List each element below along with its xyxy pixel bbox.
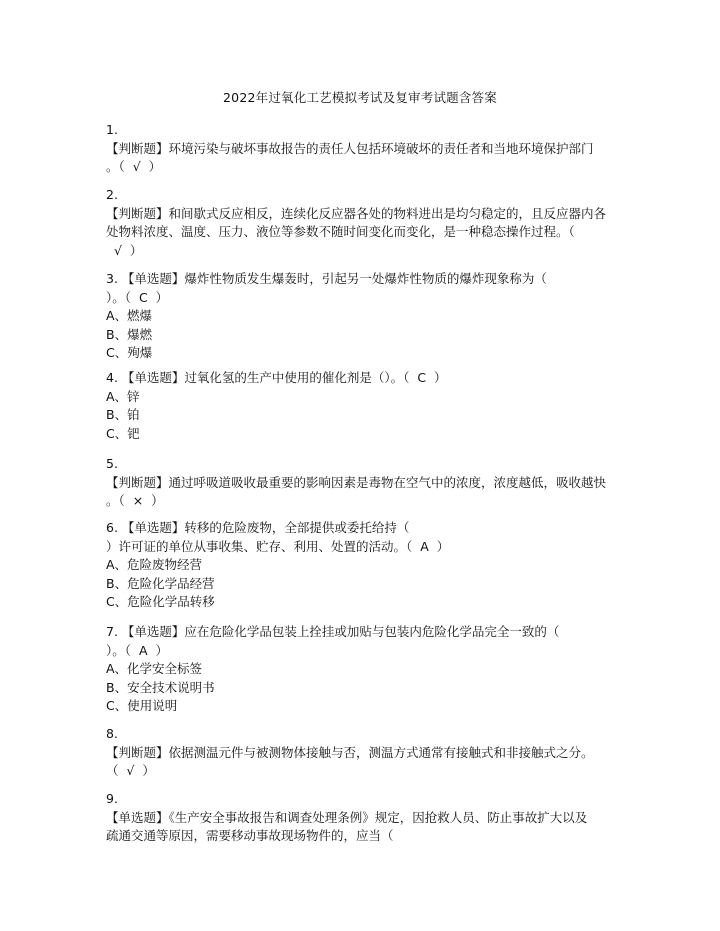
question-text: 7. 【单选题】应在危险化学品包装上拴挂或加贴与包装内危险化学品完全一致的（	[106, 624, 560, 639]
question-answer: 。（ × ）	[106, 493, 164, 508]
option-b: B、危险化学品经营	[106, 575, 215, 591]
question-number: 9.	[106, 791, 118, 806]
option-c: C、钯	[106, 425, 140, 441]
question-1	[106, 121, 616, 177]
question-text: 【判断题】环境污染与破坏事故报告的责任人包括环境破坏的责任者和当地环境保护部门	[106, 140, 594, 156]
option-c: C、危险化学品转移	[106, 594, 215, 609]
question-answer: ）许可证的单位从事收集、贮存、利用、处置的活动。（ A ）	[106, 538, 450, 554]
question-text: 3. 【单选题】爆炸性物质发生爆轰时，引起另一处爆炸性物质的爆炸现象称为（	[106, 271, 547, 286]
option-c: C、殉爆	[106, 345, 153, 360]
question-text: 【判断题】和间歇式反应相反，连续化反应器各处的物料进出是均匀稳定的，且反应器内各	[106, 205, 607, 221]
question-6	[106, 519, 616, 612]
question-text: 6. 【单选题】转移的危险废物，全部提供或委托给持（	[106, 520, 410, 535]
question-number: 8.	[106, 726, 118, 741]
question-answer: 。（ √ ）	[106, 159, 162, 174]
question-answer: √ ）	[106, 242, 143, 258]
option-b: B、爆燃	[106, 326, 153, 342]
question-8	[106, 725, 616, 781]
option-c: C、使用说明	[106, 698, 178, 713]
question-2	[106, 186, 616, 260]
question-text: 【判断题】依据测温元件与被测物体接触与否，测温方式通常有接触式和非接触式之分。	[106, 744, 594, 760]
question-answer: ）。（ C ）	[106, 289, 169, 305]
question-text: 4. 【单选题】过氧化氢的生产中使用的催化剂是（）。（ C ）	[106, 370, 447, 385]
question-4	[106, 369, 616, 443]
option-a: A、锌	[106, 388, 140, 404]
question-7	[106, 623, 616, 716]
question-text: 处物料浓度、温度、压力、液位等参数不随时间变化而变化，是一种稳态操作过程。（	[106, 224, 575, 239]
question-9	[106, 790, 616, 846]
question-3	[106, 270, 616, 363]
question-5	[106, 455, 616, 511]
option-b: B、铂	[106, 407, 140, 422]
question-text: 疏通交通等原因，需要移动事故现场物件的，应当（	[106, 828, 394, 843]
question-answer: （ √ ）	[106, 763, 155, 778]
question-number: 2.	[106, 187, 118, 202]
option-a: A、危险废物经营	[106, 557, 203, 572]
option-a: A、化学安全标签	[106, 661, 203, 676]
question-number: 1.	[106, 122, 118, 137]
question-number: 5.	[106, 456, 118, 471]
document-title: 2022年过氧化工艺模拟考试及复审考试题含答案	[223, 90, 497, 105]
question-text: 【判断题】通过呼吸道吸收最重要的影响因素是毒物在空气中的浓度，浓度越低，吸收越快	[106, 474, 607, 490]
question-answer: ）。（ A ）	[106, 642, 168, 658]
option-a: A、燃爆	[106, 308, 153, 323]
option-b: B、安全技术说明书	[106, 679, 215, 695]
question-text: 【单选题】《生产安全事故报告和调查处理条例》规定，因抢救人员、防止事故扩大以及	[106, 809, 588, 825]
